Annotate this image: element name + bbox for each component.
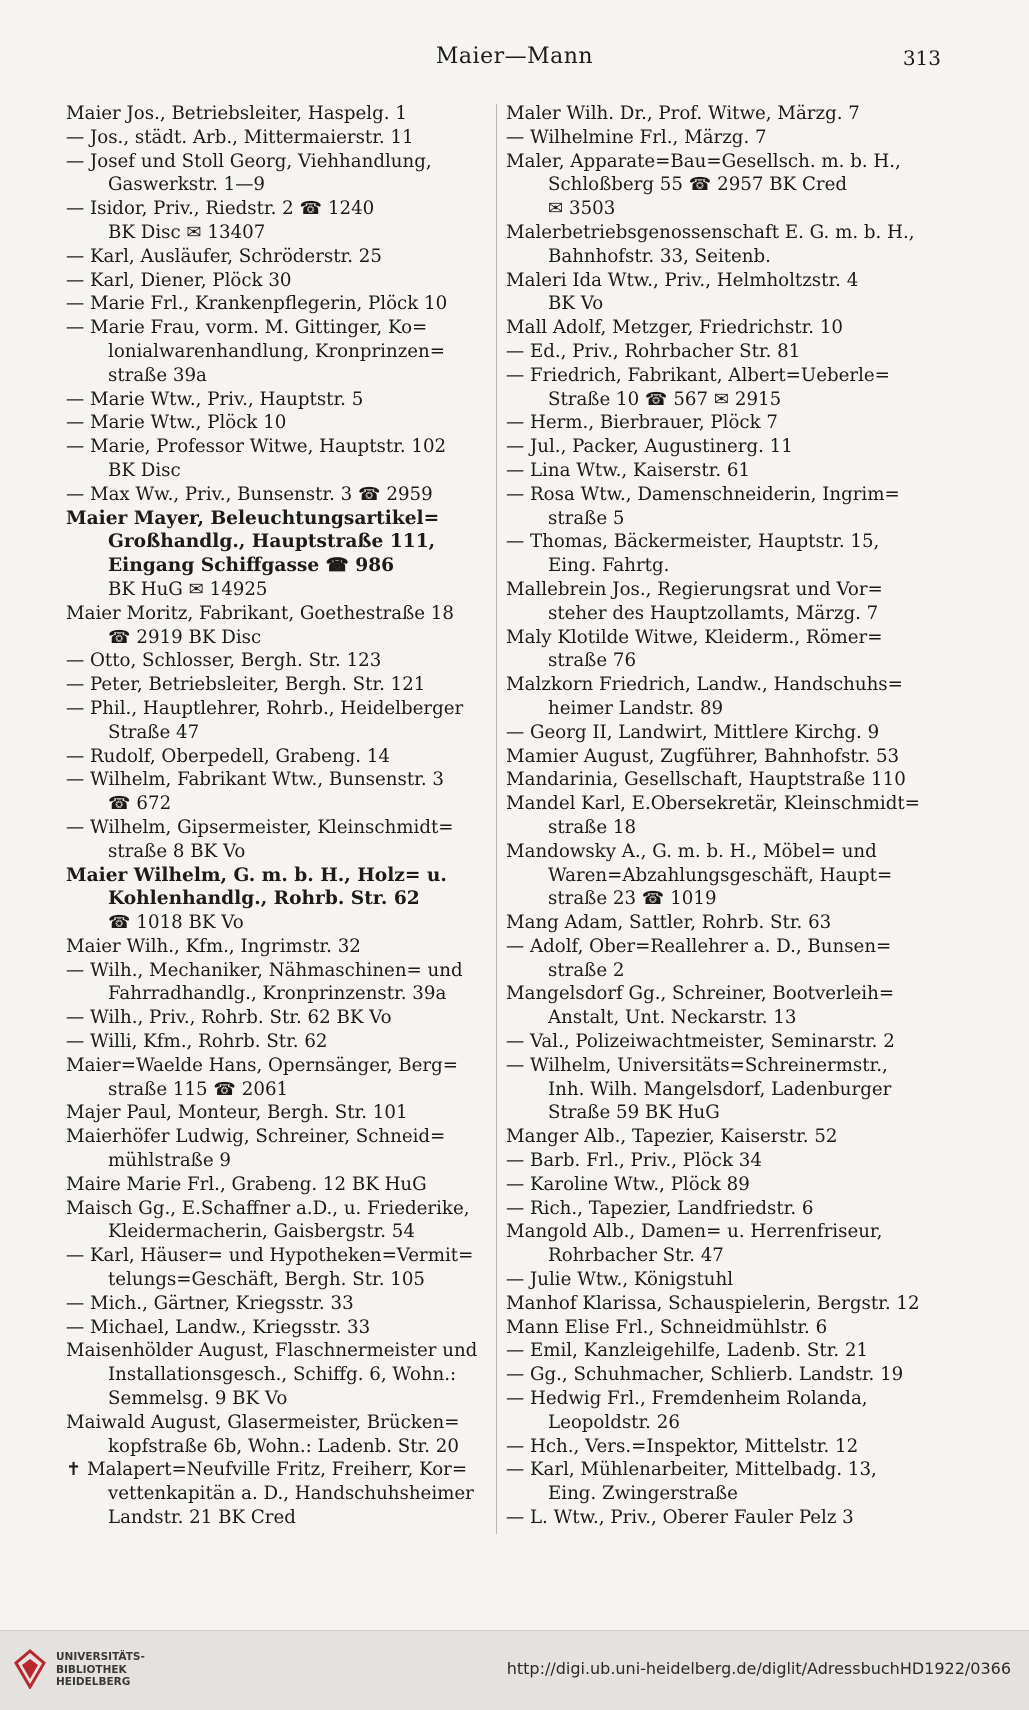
viewer-footer [0, 1630, 1029, 1710]
directory-entry-line: Manhof Klarissa, Schauspielerin, Bergstr. 12 [506, 1292, 920, 1314]
directory-entry-line: — Karl, Mühlenarbeiter, Mittelbadg. 13, [506, 1459, 877, 1481]
directory-entry-line: straße 23 ☎ 1019 [548, 888, 717, 910]
directory-entry-line: — Georg II, Landwirt, Mittlere Kirchg. 9 [506, 721, 880, 743]
directory-entry-line: Kleidermacherin, Gaisbergstr. 54 [108, 1221, 415, 1243]
directory-entry-line: Mallebrein Jos., Regierungsrat und Vor= [506, 578, 883, 600]
directory-entry-line: — Barb. Frl., Priv., Plöck 34 [506, 1150, 762, 1172]
directory-entry-line: Maier Wilh., Kfm., Ingrimstr. 32 [66, 935, 361, 957]
directory-entry-line: ✝ Malapert=Neufville Fritz, Freiherr, Kor= [66, 1459, 468, 1481]
directory-entry-line: — Mich., Gärtner, Kriegsstr. 33 [66, 1292, 354, 1314]
directory-entry-line: BK Disc ✉ 13407 [108, 221, 266, 243]
directory-entry-line: Malerbetriebsgenossenschaft E. G. m. b. H., [506, 221, 915, 243]
directory-entry-line: straße 2 [548, 959, 625, 981]
directory-entry-line: Anstalt, Unt. Neckarstr. 13 [548, 1007, 797, 1029]
directory-entry-line: Mang Adam, Sattler, Rohrb. Str. 63 [506, 912, 832, 934]
directory-entry-line: straße 115 ☎ 2061 [108, 1078, 289, 1100]
directory-entry-line: Mangelsdorf Gg., Schreiner, Bootverleih= [506, 983, 895, 1005]
directory-entry-line: — Marie Frl., Krankenpflegerin, Plöck 10 [66, 293, 448, 315]
directory-entry-line: Maly Klotilde Witwe, Kleiderm., Römer= [506, 626, 883, 648]
directory-entry-line: heimer Landstr. 89 [548, 697, 724, 719]
directory-entry-line: Malzkorn Friedrich, Landw., Handschuhs= [506, 674, 903, 696]
directory-entry-line: — Otto, Schlosser, Bergh. Str. 123 [66, 650, 382, 672]
directory-entry-line: Gaswerkstr. 1—9 [108, 174, 265, 196]
directory-entry-line: ☎ 2919 BK Disc [108, 626, 262, 648]
directory-entry-line: BK HuG ✉ 14925 [108, 578, 268, 600]
directory-entry-line: BK Vo [548, 293, 604, 315]
directory-entry-line: — Ed., Priv., Rohrbacher Str. 81 [506, 340, 801, 362]
directory-entry-line: Maire Marie Frl., Grabeng. 12 BK HuG [66, 1173, 427, 1195]
directory-entry-line: Schloßberg 55 ☎ 2957 BK Cred [548, 174, 847, 196]
directory-entry-line: — Lina Wtw., Kaiserstr. 61 [506, 459, 751, 481]
directory-entry-line: ☎ 1018 BK Vo [108, 912, 244, 934]
directory-entry-line: straße 8 BK Vo [108, 840, 246, 862]
directory-entry-line: Mandarinia, Gesellschaft, Hauptstraße 110 [506, 769, 906, 791]
directory-entry-line: — Wilh., Mechaniker, Nähmaschinen= und [66, 959, 463, 981]
page-header [0, 44, 1029, 74]
directory-entry-line: — Rosa Wtw., Damenschneiderin, Ingrim= [506, 483, 900, 505]
column-divider [496, 104, 497, 1534]
directory-entry-line: Mann Elise Frl., Schneidmühlstr. 6 [506, 1316, 828, 1338]
directory-entry-line: Maierhöfer Ludwig, Schreiner, Schneid= [66, 1126, 446, 1148]
directory-entry-line: Majer Paul, Monteur, Bergh. Str. 101 [66, 1102, 408, 1124]
directory-entry-line: — Karl, Diener, Plöck 30 [66, 269, 292, 291]
directory-entry-line: — Isidor, Priv., Riedstr. 2 ☎ 1240 [66, 198, 375, 220]
directory-entry-line: — Hedwig Frl., Fremdenheim Rolanda, [506, 1388, 868, 1410]
directory-entry-line: Straße 47 [108, 721, 200, 743]
directory-entry-line: Maier Wilhelm, G. m. b. H., Holz= u. [66, 864, 447, 886]
directory-entry-line: Eing. Zwingerstraße [548, 1483, 738, 1505]
directory-entry-line: Mamier August, Zugführer, Bahnhofstr. 53 [506, 745, 900, 767]
directory-entry-line: — Marie Wtw., Plöck 10 [66, 412, 287, 434]
directory-entry-line: — Wilhelmine Frl., Märzg. 7 [506, 126, 767, 148]
directory-entry-line: ☎ 672 [108, 793, 172, 815]
directory-entry-line: Leopoldstr. 26 [548, 1411, 680, 1433]
directory-entry-line: Maler, Apparate=Bau=Gesellsch. m. b. H., [506, 150, 901, 172]
directory-entry-line: Mangold Alb., Damen= u. Herrenfriseur, [506, 1221, 883, 1243]
directory-entry-line: Straße 10 ☎ 567 ✉ 2915 [548, 388, 782, 410]
directory-entry-line: — Gg., Schuhmacher, Schlierb. Landstr. 19 [506, 1364, 904, 1386]
directory-entry-line: — Marie Wtw., Priv., Hauptstr. 5 [66, 388, 364, 410]
directory-entry-line: — Marie Frau, vorm. M. Gittinger, Ko= [66, 317, 428, 339]
directory-entry-line: Maier Mayer, Beleuchtungsartikel= [66, 507, 440, 529]
page-title: Maier—Mann [435, 44, 594, 69]
directory-entry-line: — Michael, Landw., Kriegsstr. 33 [66, 1316, 371, 1338]
directory-entry-line: Waren=Abzahlungsgeschäft, Haupt= [548, 864, 893, 886]
directory-entry-line: — Wilh., Priv., Rohrb. Str. 62 BK Vo [66, 1007, 392, 1029]
directory-entry-line: Mandel Karl, E.Obersekretär, Kleinschmidt= [506, 793, 920, 815]
library-name-line: BIBLIOTHEK [56, 1663, 127, 1676]
directory-entry-line: — Karl, Häuser= und Hypotheken=Vermit= [66, 1245, 474, 1267]
page-number: 313 [902, 46, 941, 70]
directory-entry-line: Maler Wilh. Dr., Prof. Witwe, Märzg. 7 [506, 103, 860, 124]
library-name [56, 1651, 145, 1689]
directory-entry-line: — Adolf, Ober=Reallehrer a. D., Bunsen= [506, 935, 892, 957]
directory-entry-line: — Wilhelm, Fabrikant Wtw., Bunsenstr. 3 [66, 769, 444, 791]
directory-entry-line: — Friedrich, Fabrikant, Albert=Ueberle= [506, 364, 890, 386]
directory-entry-line: Maisch Gg., E.Schaffner a.D., u. Friederike, [66, 1197, 470, 1219]
directory-entry-line: — Jos., städt. Arb., Mittermaierstr. 11 [66, 126, 414, 148]
directory-entry-line: Maier Moritz, Fabrikant, Goethestraße 18 [66, 602, 454, 624]
directory-entry-line: — Val., Polizeiwachtmeister, Seminarstr. 2 [506, 1031, 895, 1053]
directory-entry-line: mühlstraße 9 [108, 1150, 231, 1172]
directory-entry-line: — Hch., Vers.=Inspektor, Mittelstr. 12 [506, 1435, 859, 1457]
library-name-line: UNIVERSITÄTS- [56, 1651, 145, 1663]
left-column [66, 102, 496, 1530]
source-url-link[interactable]: http://digi.ub.uni-heidelberg.de/diglit/AdressbuchHD1922/0366 [506, 1659, 1011, 1678]
directory-entry-line: Großhandlg., Hauptstraße 111, [108, 531, 436, 553]
directory-entry-line: — Karl, Ausläufer, Schröderstr. 25 [66, 245, 382, 267]
directory-entry-line: straße 76 [548, 650, 637, 672]
directory-entry-line: Semmelsg. 9 BK Vo [108, 1388, 288, 1410]
directory-entry-line: straße 18 [548, 816, 637, 838]
directory-entry-line: — Jul., Packer, Augustinerg. 11 [506, 436, 793, 458]
directory-entry-line: Maleri Ida Wtw., Priv., Helmholtzstr. 4 [506, 269, 859, 291]
directory-entry-line: Bahnhofstr. 33, Seitenb. [548, 245, 771, 267]
directory-entry-line: — Peter, Betriebsleiter, Bergh. Str. 121 [66, 674, 426, 696]
directory-entry-line: Mandowsky A., G. m. b. H., Möbel= und [506, 840, 877, 862]
directory-entry-line: Installationsgesch., Schiffg. 6, Wohn.: [108, 1364, 457, 1386]
directory-entry-line: Landstr. 21 BK Cred [108, 1507, 296, 1529]
directory-entry-line: Mall Adolf, Metzger, Friedrichstr. 10 [506, 317, 843, 339]
university-library-logo-icon [14, 1649, 46, 1689]
directory-entry-line: kopfstraße 6b, Wohn.: Ladenb. Str. 20 [108, 1435, 459, 1457]
directory-entry-line: telungs=Geschäft, Bergh. Str. 105 [108, 1269, 425, 1291]
directory-entry-line: — Julie Wtw., Königstuhl [506, 1269, 734, 1291]
directory-entry-line: Maier=Waelde Hans, Opernsänger, Berg= [66, 1054, 458, 1076]
directory-entry-line: — Karoline Wtw., Plöck 89 [506, 1173, 750, 1195]
directory-entry-line: Inh. Wilh. Mangelsdorf, Ladenburger [548, 1078, 892, 1100]
directory-entry-line: — Max Ww., Priv., Bunsenstr. 3 ☎ 2959 [66, 483, 433, 505]
directory-entry-line: Maiwald August, Glasermeister, Brücken= [66, 1411, 460, 1433]
right-column [506, 102, 936, 1530]
directory-entry-line: Rohrbacher Str. 47 [548, 1245, 724, 1267]
directory-entry-line: steher des Hauptzollamts, Märzg. 7 [548, 602, 879, 624]
directory-entry-line: — Thomas, Bäckermeister, Hauptstr. 15, [506, 531, 880, 553]
directory-entry-line: Kohlenhandlg., Rohrb. Str. 62 [108, 888, 420, 910]
directory-entry-line: — Herm., Bierbrauer, Plöck 7 [506, 412, 778, 434]
directory-entry-line: — Emil, Kanzleigehilfe, Ladenb. Str. 21 [506, 1340, 869, 1362]
directory-entry-line: Straße 59 BK HuG [548, 1102, 720, 1124]
directory-entry-line: ✉ 3503 [548, 198, 616, 220]
directory-entry-line: — Rich., Tapezier, Landfriedstr. 6 [506, 1197, 814, 1219]
directory-entry-line: straße 5 [548, 507, 625, 529]
directory-entry-line: Maier Jos., Betriebsleiter, Haspelg. 1 [66, 103, 407, 124]
directory-entry-line: — Wilhelm, Universitäts=Schreinermstr., [506, 1054, 888, 1076]
directory-entry-line: Fahrradhandlg., Kronprinzenstr. 39a [108, 983, 447, 1005]
directory-entry-line: — Rudolf, Oberpedell, Grabeng. 14 [66, 745, 390, 767]
directory-entry-line: straße 39a [108, 364, 207, 386]
directory-entry-line: BK Disc [108, 459, 181, 481]
directory-entry-line: Eing. Fahrtg. [548, 555, 670, 577]
directory-entry-line: — Wilhelm, Gipsermeister, Kleinschmidt= [66, 816, 454, 838]
directory-entry-line: — Phil., Hauptlehrer, Rohrb., Heidelberger [66, 697, 464, 719]
directory-entry-line: — Josef und Stoll Georg, Viehhandlung, [66, 150, 432, 172]
directory-entry-line: Manger Alb., Tapezier, Kaiserstr. 52 [506, 1126, 838, 1148]
directory-entry-line: vettenkapitän a. D., Handschuhsheimer [108, 1483, 474, 1505]
directory-entry-line: — Willi, Kfm., Rohrb. Str. 62 [66, 1031, 328, 1053]
directory-entry-line: Maisenhölder August, Flaschnermeister und [66, 1340, 478, 1362]
directory-entry-line: — Marie, Professor Witwe, Hauptstr. 102 [66, 436, 447, 458]
directory-entry-line: lonialwarenhandlung, Kronprinzen= [108, 340, 446, 362]
directory-entry-line: Eingang Schiffgasse ☎ 986 [108, 555, 395, 577]
library-name-line: HEIDELBERG [56, 1676, 131, 1688]
directory-entry-line: — L. Wtw., Priv., Oberer Fauler Pelz 3 [506, 1507, 854, 1529]
